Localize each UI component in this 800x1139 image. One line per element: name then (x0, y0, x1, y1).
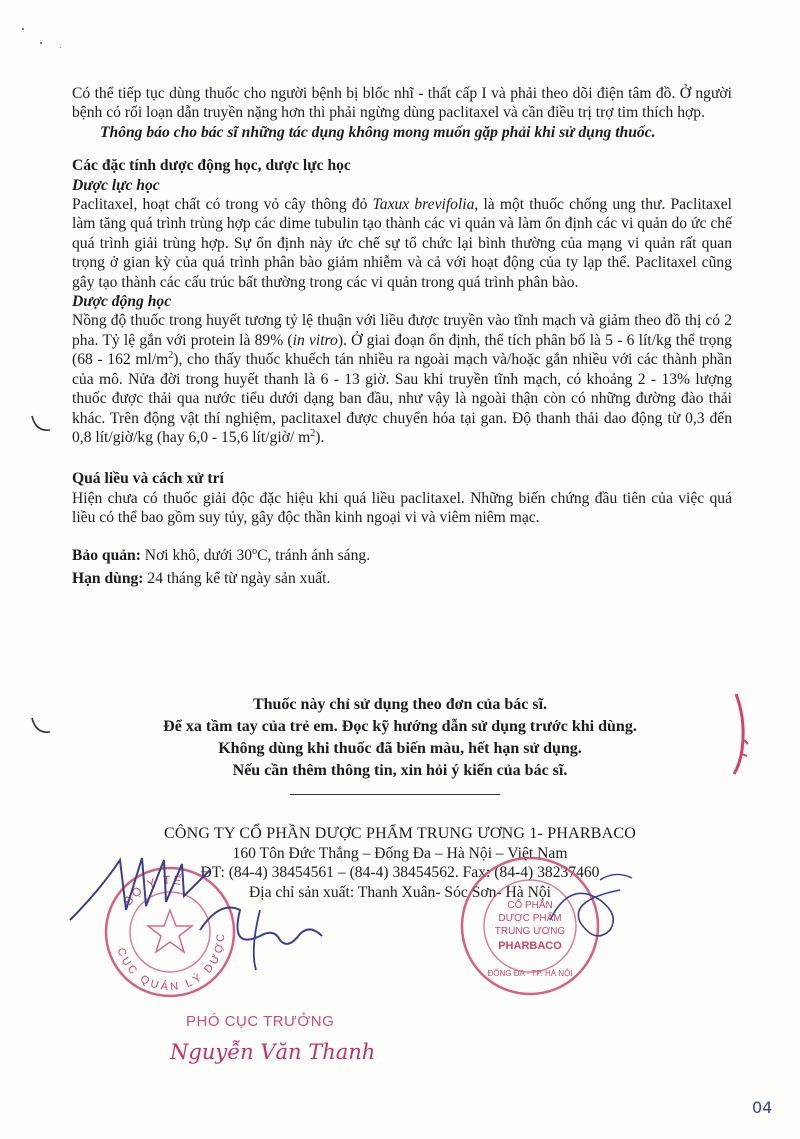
pharmacodynamics-text (72, 195, 732, 292)
page-mark: 04 (752, 1098, 773, 1117)
storage-text: Nơi khô, dưới 30 (140, 546, 253, 564)
warning-line: Để xa tầm tay của trẻ em. Đọc kỹ hướng dẫn sử dụng trước khi dùng. (163, 718, 637, 735)
pk-text-part: Nồng độ thuốc trong huyết tương tỷ lệ thuận với liều được truyền vào tĩnh mạch và giảm theo đồ thị có 2 pha. Tỷ lệ gắn với protein là 89% ( (72, 312, 732, 349)
cardiac-note: Có thể tiếp tục dùng thuốc cho người bệnh bị blốc nhĩ - thất cấp I và phải theo dõi điện tâm đồ. Ở người bệnh có rối loạn dẫn truyền nặng hơn thì phải ngừng dùng paclitaxel và cần điều trị trợ tim thích hợp. (72, 85, 732, 122)
seal-line: ĐỐNG ĐA - TP. HÀ NỘI (487, 969, 573, 978)
pd-text-part: Paclitaxel, hoạt chất có trong vỏ cây thông đỏ (72, 196, 373, 214)
signatory-name: Nguyễn Văn Thanh (170, 1040, 376, 1064)
main-text (72, 84, 732, 588)
overdose-heading: Quá liều và cách xử trí (72, 470, 224, 488)
pd-text-part: , là một thuốc chống ung thư. Paclitaxel làm tăng quá trình trùng hợp các dime tubulin tạo thành các vi quản và làm ổn định các vi quản do ức chế quá trình giải trùng hợp. Sự ổn định này ức chế sự tổ chức lại bình thường của mạng vi quản rất quan trọng ở gian kỳ của quá trình phân bào giảm nhiễm và cả với hoạt động của ty lạp thể. Paclitaxel cũng gây tạo thành các cấu trúc bất thường trong các vi quản trong quá trình phân bào. (72, 196, 732, 291)
pharmacokinetics-text (72, 311, 732, 447)
punch-hole-mark (28, 712, 54, 740)
storage-line (72, 546, 732, 565)
in-vitro-term: in vitro (292, 331, 338, 349)
scan-speck (40, 42, 42, 44)
degree-mark: o (252, 545, 258, 557)
species-name: Taxux brevifolia (372, 196, 475, 214)
superscript: 2 (168, 350, 174, 362)
warning-line: Không dùng khi thuốc đã biến màu, hết hạn sử dụng. (218, 740, 582, 757)
warning-block (100, 694, 700, 782)
pharmacodynamics-heading: Dược lực học (72, 176, 160, 194)
seal-line: PHARBACO (498, 940, 562, 952)
superscript: 2 (310, 427, 316, 439)
pharmacology-heading: Các đặc tính dược động học, dược lực học (72, 157, 351, 175)
official-signature (60, 840, 330, 980)
seal-line: DƯỢC PHẨM (498, 913, 562, 924)
scan-speck (60, 47, 61, 48)
seal-line: TRUNG ƯƠNG (494, 926, 566, 937)
pharmacokinetics-heading: Dược động học (72, 293, 172, 311)
seal-bottom-text: CỤC QUẢN LÝ DƯỢC (114, 930, 228, 994)
factory-address: Địa chỉ sản xuất: Thanh Xuân- Sóc Sơn- Hà Nội (248, 883, 551, 901)
seal-line: CỔ PHẦN (507, 900, 553, 911)
pk-text-part: ), cho thấy thuốc khuếch tán nhiều ra ngoài mạch và/hoặc gắn nhiều với các thành phần của mô. Nửa đời trong huyết thanh là 6 - 13 giờ. Sau khi truyền tĩnh mạch, có khoảng 2 - 13% lượng thuốc được thải qua nước tiểu dưới dạng ban đầu, như vậy là ngoài thận còn có những đường đào thải khác. Trên động vật thí nghiệm, paclitaxel được chuyển hóa tại gan. Độ thanh thải dao động từ 0,3 đến 0,8 lít/giờ/kg (hay 6,0 - 15,6 lít/giờ/ m (72, 351, 733, 446)
warning-line: Thuốc này chỉ sử dụng theo đơn của bác sĩ. (252, 696, 548, 713)
expiry-label: Hạn dùng: (72, 569, 144, 587)
overdose-text: Hiện chưa có thuốc giải độc đặc hiệu khi quá liều paclitaxel. Những biến chứng đầu tiên của việc quá liều có thể bao gồm suy tủy, gây độc thần kinh ngoại vi và viêm niêm mạc. (72, 489, 732, 527)
company-phone: ĐT: (84-4) 38454561 – (84-4) 38454562. Fax: (84-4) 38237460 (200, 864, 600, 881)
seal-top-text: BỘ Y TẾ (120, 872, 185, 908)
edge-stamp-fragment (728, 690, 752, 780)
expiry-line (72, 569, 732, 588)
divider-rule (290, 794, 500, 795)
storage-label: Bảo quản: (72, 546, 141, 564)
pk-text-part: ). (315, 428, 325, 446)
punch-hole-mark (28, 410, 54, 438)
company-signature (540, 860, 640, 950)
side-effect-notice: Thông báo cho bác sĩ những tác dụng không mong muốn gặp phải khi sử dụng thuốc. (100, 123, 656, 141)
expiry-text: 24 tháng kể từ ngày sản xuất. (143, 569, 331, 587)
storage-text: C, tránh ánh sáng. (257, 546, 371, 564)
company-name: CÔNG TY CỔ PHẦN DƯỢC PHẨM TRUNG ƯƠNG 1- PHARBACO (164, 825, 636, 842)
scan-speck (22, 28, 24, 30)
warning-line: Nếu cần thêm thông tin, xin hỏi ý kiến của bác sĩ. (232, 762, 568, 779)
company-address: 160 Tôn Đức Thắng – Đống Đa – Hà Nội – Việt Nam (232, 844, 568, 862)
pk-text-part: ). Ở giai đoạn ổn định, thể tích phân bố là 5 - 6 lít/kg thể trọng (68 - 162 ml/m (72, 331, 732, 369)
signatory-title: PHÓ CỤC TRƯỞNG (186, 1013, 335, 1030)
